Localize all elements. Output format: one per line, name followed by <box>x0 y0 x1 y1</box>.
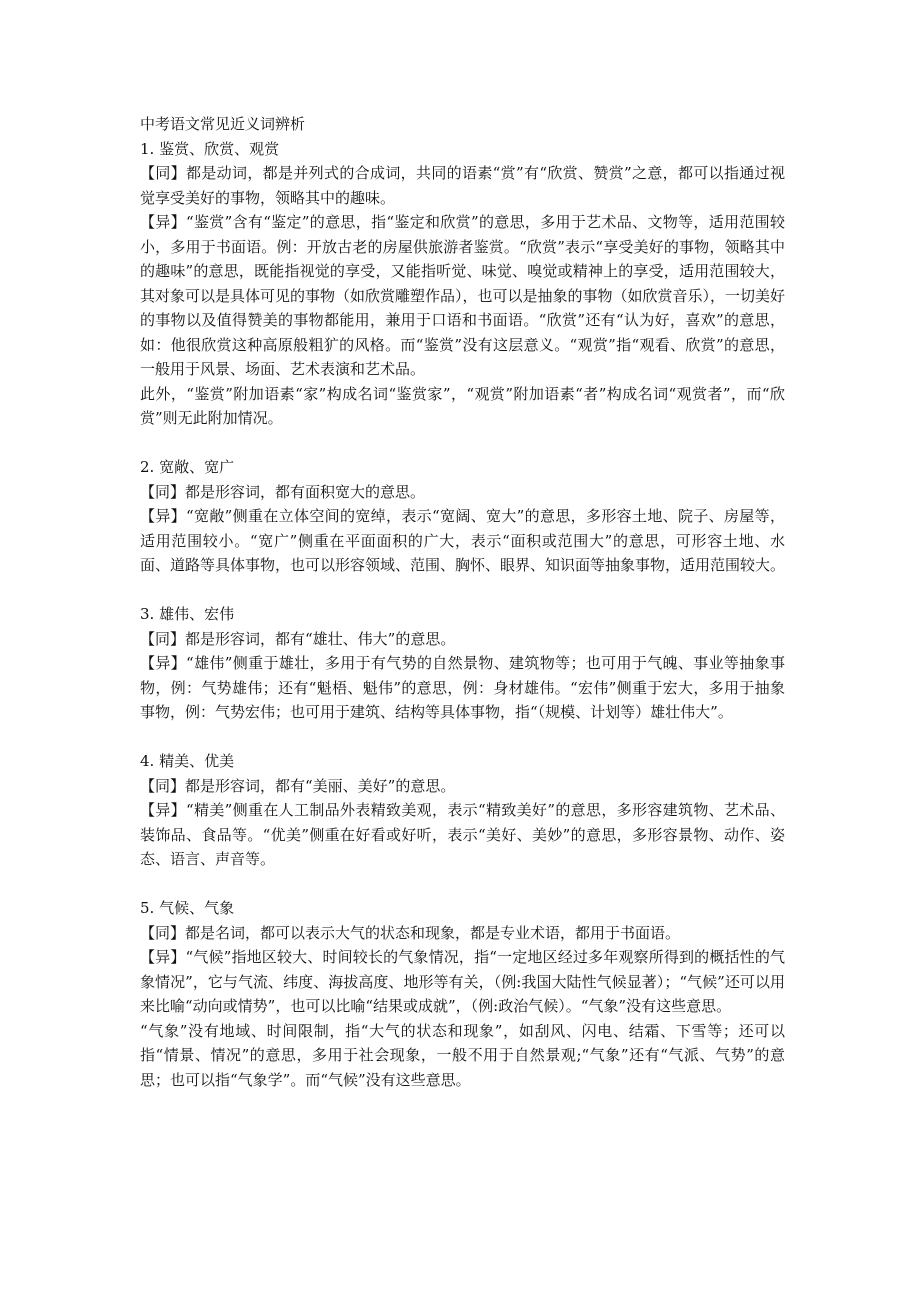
section-1 <box>140 137 785 431</box>
diff-text: “宽敞”侧重在立体空间的宽绰，表示“宽阔、宽大”的意思，多形容土地、院子、房屋等，适用范围较小。“宽广”侧重在平面面积的广大，表示“面积或范围大”的意思，可形容土地、水面、道路等具体事物，也可以形容领域、范围、胸怀、眼界、知识面等抽象事物，适用范围较大。 <box>140 507 786 574</box>
diff-text: “鉴赏”含有“鉴定”的意思，指“鉴定和欣赏”的意思，多用于艺术品、文物等，适用范围较小，多用于书面语。例：开放古老的房屋供旅游者鉴赏。“欣赏”表示“享受美好的事物，领略其中的趣味”的意思，既能指视觉的享受，又能指听觉、味觉、嗅觉或精神上的享受，适用范围较大，其对象可以是具体可见的事物（如欣赏雕塑作品），也可以是抽象的事物（如欣赏音乐），一切美好的事物以及值得赞美的事物都能用，兼用于口语和书面语。“欣赏”还有“认为好，喜欢”的意思，如：他很欣赏这种高原般粗犷的风格。而“鉴赏”没有这层意义。“观赏”指“观看、欣赏”的意思，一般用于风景、场面、艺术表演和艺术品。 <box>140 213 786 378</box>
section-3 <box>140 602 785 725</box>
same-tag: 【同】 <box>140 482 186 501</box>
diff-tag: 【异】 <box>140 507 186 525</box>
extra-paragraph: “气象”没有地域、时间限制，指“大气的状态和现象”，如刮风、闪电、结霜、下雪等；还可以指“情景、情况”的意思，多用于社会现象，一般不用于自然景观;“气象”还有“气派、气势”的意思；也可以指“气象学”。而“气候”没有这些意思。 <box>140 1021 785 1089</box>
same-tag: 【同】 <box>140 923 186 942</box>
diff-paragraph <box>140 945 785 1019</box>
section-heading: 1. 鉴赏、欣赏、观赏 <box>140 139 280 158</box>
diff-tag: 【异】 <box>140 948 186 966</box>
section-4 <box>140 749 785 872</box>
same-text: 都是形容词，都有面积宽大的意思。 <box>185 482 426 501</box>
document-title: 中考语文常见近义词辨析 <box>140 115 306 133</box>
same-paragraph <box>140 161 785 210</box>
same-paragraph <box>140 480 785 505</box>
diff-tag: 【异】 <box>140 801 186 819</box>
section-2 <box>140 455 785 578</box>
diff-text: “精美”侧重在人工制品外表精致美观，表示“精致美好”的意思，多形容建筑物、艺术品、装饰品、食品等。“优美”侧重在好看或好听，表示“美好、美妙”的意思，多形容景物、动作、姿态、语言、声音等。 <box>140 801 785 868</box>
diff-paragraph <box>140 210 785 382</box>
same-text: 都是形容词，都有“美丽、美好”的意思。 <box>185 776 456 795</box>
diff-tag: 【异】 <box>140 654 187 672</box>
same-text: 都是形容词，都有“雄壮、伟大”的意思。 <box>185 629 456 648</box>
extra-paragraph: 此外，“鉴赏”附加语素“家”构成名词“鉴赏家”，“观赏”附加语素“者”构成名词“观赏者”，而“欣赏”则无此附加情况。 <box>140 384 785 427</box>
section-5 <box>140 896 785 1092</box>
same-paragraph <box>140 774 785 799</box>
same-paragraph <box>140 627 785 652</box>
section-heading: 4. 精美、优美 <box>140 752 235 770</box>
section-heading: 3. 雄伟、宏伟 <box>140 605 235 623</box>
diff-paragraph <box>140 798 785 872</box>
same-tag: 【同】 <box>140 629 186 648</box>
same-tag: 【同】 <box>140 164 186 182</box>
diff-paragraph <box>140 504 785 578</box>
same-tag: 【同】 <box>140 776 186 795</box>
diff-text: “雄伟”侧重于雄壮，多用于有气势的自然景物、建筑物等；也可用于气魄、事业等抽象事物，例：气势雄伟；还有“魁梧、魁伟”的意思，例：身材雄伟。“宏伟”侧重于宏大，多用于抽象事物，例：气势宏伟；也可用于建筑、结构等具体事物，指“（规模、计划等）雄壮伟大”。 <box>140 654 785 721</box>
diff-paragraph <box>140 651 785 725</box>
same-text: 都是动词，都是并列式的合成词，共同的语素“赏”有“欣赏、赞赏”之意，都可以指通过视觉享受美好的事物，领略其中的趣味。 <box>140 164 785 207</box>
section-heading: 2. 宽敞、宽广 <box>140 458 235 476</box>
section-heading: 5. 气候、气象 <box>140 899 235 917</box>
same-text: 都是名词，都可以表示大气的状态和现象，都是专业术语，都用于书面语。 <box>185 923 681 942</box>
document-body <box>140 112 785 1092</box>
diff-text: “气候”指地区较大、时间较长的气象情况，指“一定地区经过多年观察所得到的概括性的气象情况”，它与气流、纬度、海拔高度、地形等有关，（例:我国大陆性气候显著）；“气候”还可以用来比喻“动向或情势”，也可以比喻“结果或成就”，（例:政治气候）。“气象”没有这些意思。 <box>140 948 785 1015</box>
diff-tag: 【异】 <box>140 213 186 231</box>
same-paragraph <box>140 921 785 946</box>
